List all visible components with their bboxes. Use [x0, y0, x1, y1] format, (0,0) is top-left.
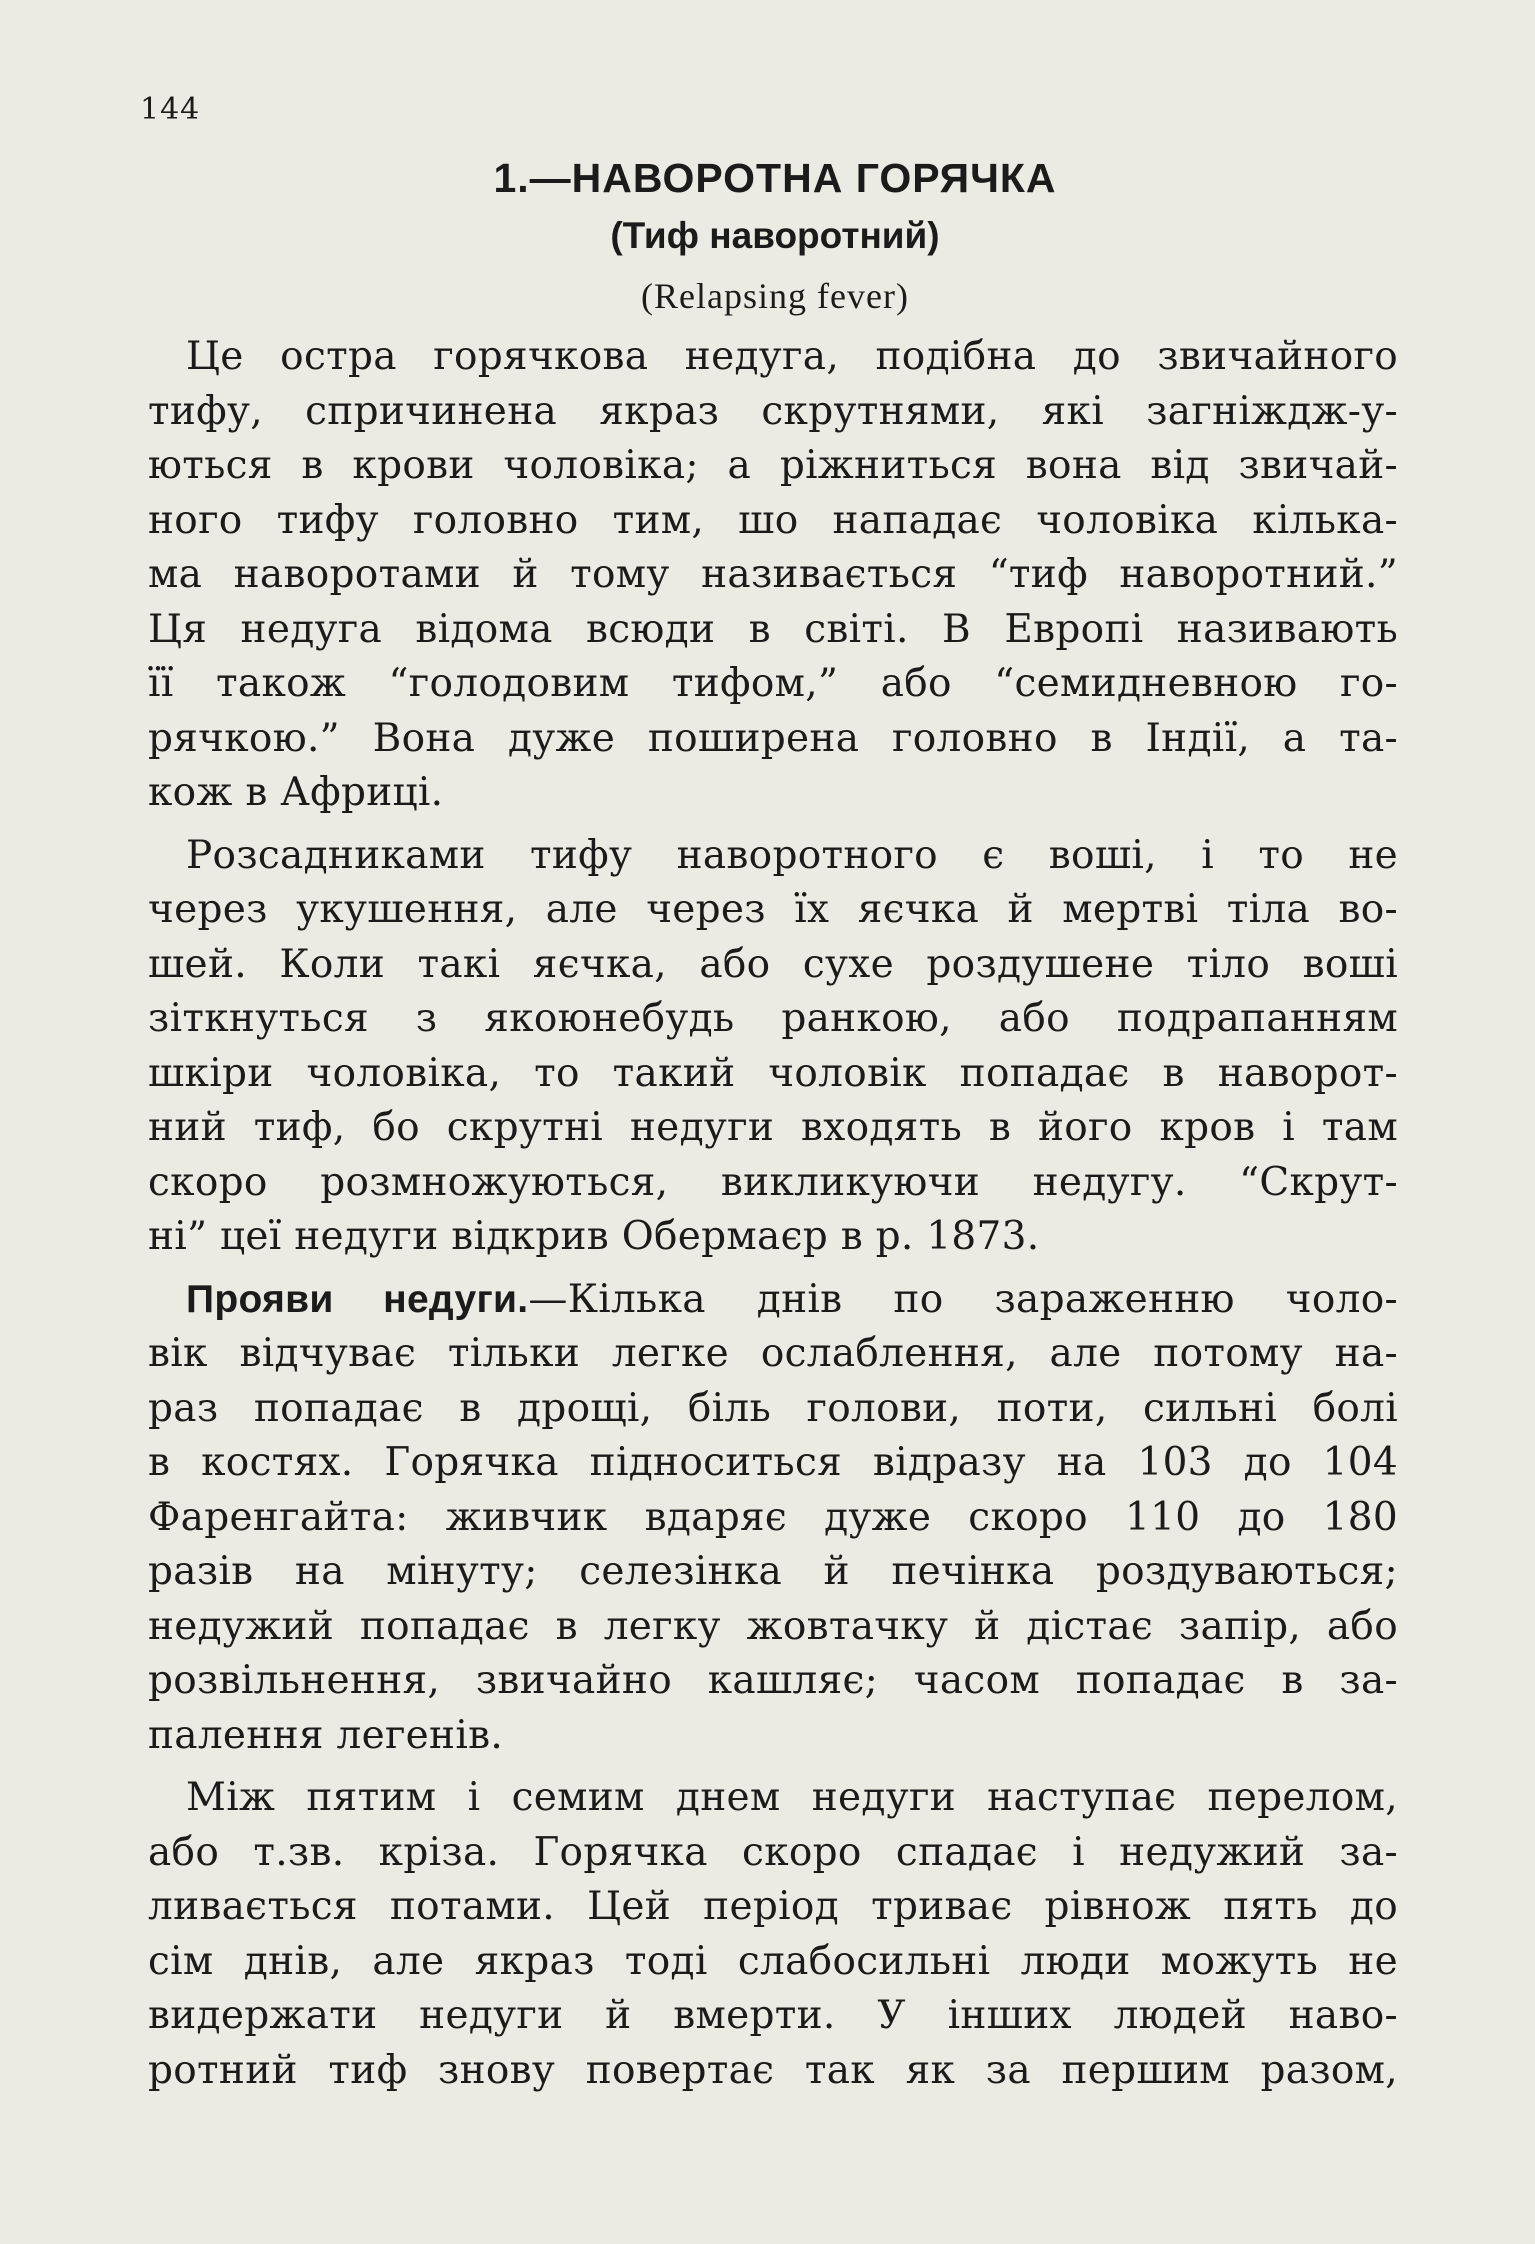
text-line: ливається потами. Цей період триває рівнож пять до — [148, 1884, 1398, 1929]
text-line: Розсадниками тифу наворотного є воші, і то не — [186, 832, 1398, 878]
text-line: шкіри чоловіка, то такий чоловік попадає в наворот- — [148, 1050, 1398, 1096]
text-line: видержати недуги й вмерти. У інших людей наво- — [148, 1993, 1398, 2038]
paragraph-3 — [148, 1273, 1398, 1764]
text-line: Це остра горячкова недуга, подібна до звичайного — [186, 334, 1398, 379]
text-line: скоро розмножуються, викликуючи недугу. “Скрут- — [148, 1159, 1398, 1205]
text-line: раз попадає в дрощі, біль голови, поти, сильні болі — [148, 1385, 1398, 1431]
text-line: шей. Коли такі яєчка, або сухе роздушене тіло воші — [148, 941, 1398, 987]
text-line: недужий попадає в легку жовтачку й дістає запір, або — [148, 1603, 1398, 1649]
paragraph-lead-rest: —Кілька днів по зараженню чоло- — [528, 1276, 1398, 1322]
text-line: Ця недуга відома всюди в світі. В Европі називають — [148, 606, 1398, 652]
text-line: ного тифу головно тим, шо нападає чоловіка кілька- — [148, 497, 1398, 543]
section-english-title: (Relapsing fever) — [641, 276, 909, 316]
page-number: 144 — [140, 92, 201, 127]
text-line: в костях. Горячка підноситься відразу на 103 до 104 — [148, 1440, 1398, 1485]
text-line: через укушення, але через їх яєчка й мертві тіла во- — [148, 887, 1398, 932]
text-line: Між пятим і семим днем недуги наступає перелом, — [186, 1775, 1398, 1820]
section-title: 1.—НАВОРОТНА ГОРЯЧКА — [493, 155, 1057, 201]
text-line: ротний тиф знову повертає так як за першим разом, — [148, 2047, 1398, 2093]
text-line: тифу, спричинена якраз скрутнями, які загніждж-у- — [148, 388, 1398, 434]
text-line: розвільнення, звичайно кашляє; часом попадає в за- — [148, 1658, 1398, 1703]
paragraph-4 — [148, 1771, 1398, 2098]
text-line: ються в крови чоловіка; а ріжниться вона від звичай- — [148, 443, 1398, 488]
text-line — [148, 1273, 1398, 1328]
text-line: її також “голодовим тифом,” або “семидневною го- — [148, 661, 1398, 706]
text-line: палення легенів. — [148, 1712, 504, 1758]
section-subtitle: (Тиф наворотний) — [610, 215, 940, 256]
text-line: сім днів, але якраз тоді слабосильні люди можуть не — [148, 1938, 1398, 1984]
paragraph-lead: Прояви недуги. — [186, 1277, 529, 1321]
text-line: вік відчуває тільки легке ослаблення, але потому на- — [148, 1331, 1398, 1376]
text-line: зіткнуться з якоюнебудь ранкою, або подрапанням — [148, 996, 1398, 1041]
body-text — [148, 330, 1398, 2106]
text-line: рячкою.” Вона дуже поширена головно в Індії, а та- — [148, 715, 1398, 761]
text-line: разів на мінуту; селезінка й печінка роздуваються; — [148, 1549, 1398, 1594]
text-line: або т.зв. кріза. Горячка скоро спадає і недужий за- — [148, 1829, 1398, 1875]
text-line: Фаренгайта: живчик вдаряє дуже скоро 110 до 180 — [148, 1494, 1398, 1540]
paragraph-2 — [148, 829, 1398, 1265]
text-line: ні” цеї недуги відкрив Обермаєр в р. 1873. — [148, 1214, 1040, 1259]
text-line: ний тиф, бо скрутні недуги входять в його кров і там — [148, 1105, 1398, 1150]
text-line: ма наворотами й тому називається “тиф наворотний.” — [148, 552, 1398, 597]
paragraph-1 — [148, 330, 1398, 821]
text-line: кож в Африці. — [148, 770, 444, 815]
